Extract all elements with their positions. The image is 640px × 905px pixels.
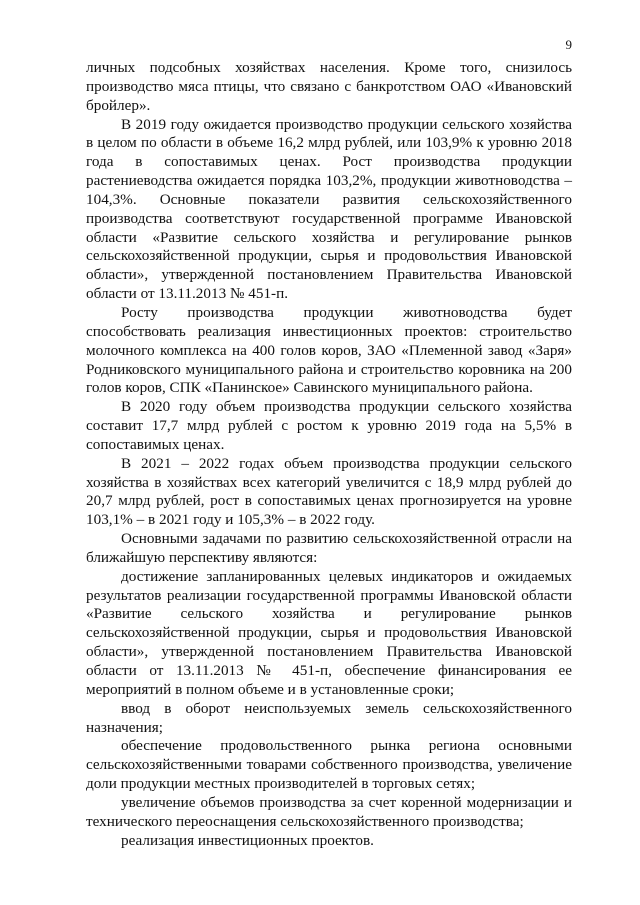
paragraph-production-2021-2022: В 2021 – 2022 годах объем производства продукции сельского хозяйства в хозяйствах всех категорий увеличится с 18,9 млрд рублей до 20,7 млрд рублей, рост в сопоставимых ценах прогнозируется на уровне 103,1% – в 2021 году и 105,3% – в 2022 году.: [86, 454, 572, 529]
list-item-investment-projects: реализация инвестиционных проектов.: [121, 831, 374, 849]
document-body: [86, 59, 572, 850]
list-item-food-market: обеспечение продовольственного рынка региона основными сельскохозяйственными товарами собственного производства, увеличение доли продукции местных производителей в торговых сетях;: [86, 737, 572, 793]
page-number: 9: [565, 37, 572, 52]
list-item-program-targets: достижение запланированных целевых индикаторов и ожидаемых результатов реализации государственной программы Ивановской области «Развитие сельского хозяйства и регулирование рынков сельскохозяйственной продукции, сырья и продовольствия Ивановской области», утвержденной постановлением Правительства Ивановской области от 13.11.2013 № 451-п, обеспечение финансирования ее мероприятий в полном объеме и в установленные сроки;: [86, 567, 572, 698]
paragraph-tasks-intro: Основными задачами по развитию сельскохозяйственной отрасли на ближайшую перспективу являются:: [86, 530, 572, 566]
list-item-unused-land: ввод в оборот неиспользуемых земель сельскохозяйственного назначения;: [86, 699, 572, 736]
paragraph-production-2020: В 2020 году объем производства продукции сельского хозяйства составит 17,7 млрд рублей с ростом к уровню 2019 года на 5,5% в сопоставимых ценах.: [86, 398, 572, 453]
list-item-modernization: увеличение объемов производства за счет коренной модернизации и технического переоснащения сельскохозяйственного производства;: [86, 793, 572, 830]
paragraph-livestock-growth: Росту производства продукции животноводства будет способствовать реализация инвестиционных проектов: строительство молочного комплекса на 400 голов коров, ЗАО «Племенной завод «Заря» Родниковского муниципального района и строительство коровника на 200 голов коров, СПК «Панинское» Савинского муниципального района.: [86, 303, 572, 397]
paragraph-continuation: личных подсобных хозяйствах населения. Кроме того, снизилось производство мяса птицы, что связано с банкротством ОАО «Ивановский бройлер».: [86, 59, 572, 114]
paragraph-production-2019: В 2019 году ожидается производство продукции сельского хозяйства в целом по области в объеме 16,2 млрд рублей, или 103,9% к уровню 2018 года в сопоставимых ценах. Рост производства продукции растениеводства ожидается порядка 103,2%, продукции животноводства – 104,3%. Основные показатели развития сельскохозяйственного производства соответствуют государственной программе Ивановской области «Развитие сельского хозяйства и регулирование рынков сельскохозяйственной продукции, сырья и продовольствия Ивановской области», утвержденной постановлением Правительства Ивановской области от 13.11.2013 № 451-п.: [86, 115, 572, 303]
